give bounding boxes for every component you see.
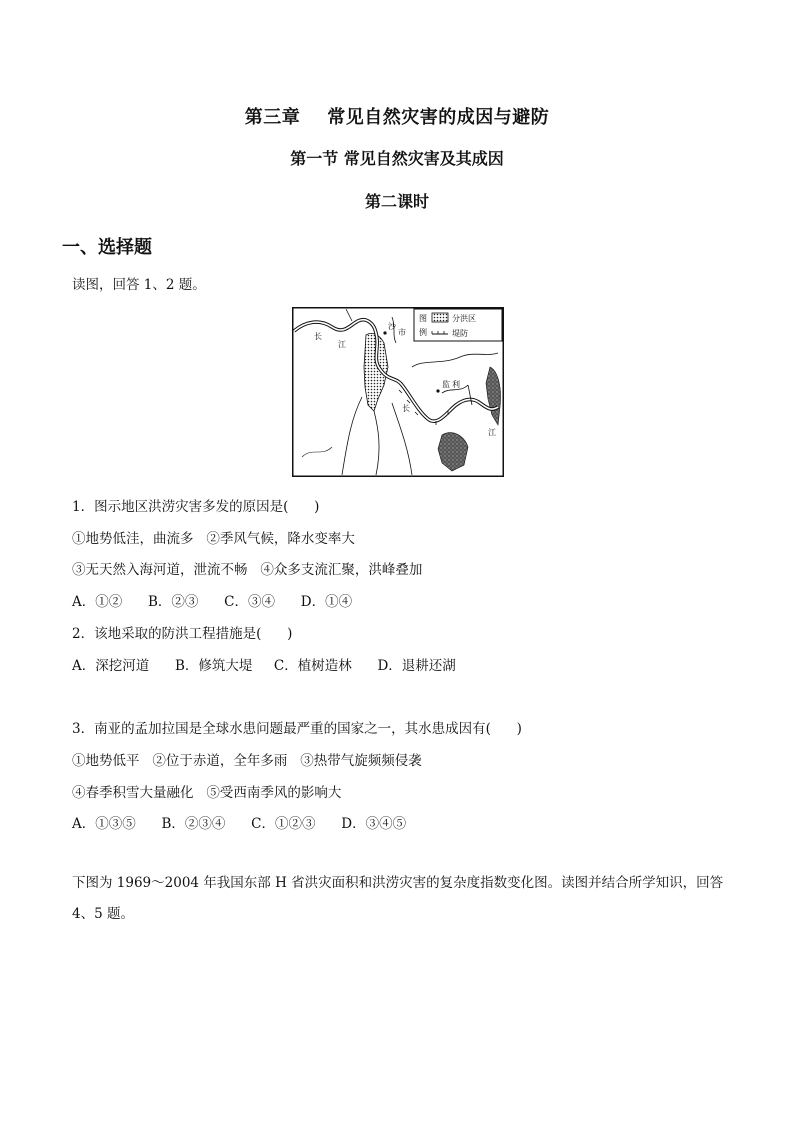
question-1-choices: A．①② B．②③ C．③④ D．①④ (72, 594, 353, 610)
question-2-choices: A．深挖河道 B．修筑大堤 C．植树造林 D．退耕还湖 (72, 658, 456, 674)
label-chang-1: 长 (314, 332, 322, 341)
part-heading: 一、选择题 (62, 237, 152, 258)
closing-paragraph: 下图为 1969～2004 年我国东部 H 省洪灾面积和洪涝灾害的复杂度指数变化图。读图并结合所学知识，回答 4、5 题。 (72, 875, 724, 922)
label-jian: 监 (442, 380, 450, 389)
legend-title-a: 图 (419, 314, 427, 323)
question-1-option-line-1: ①地势低洼，曲流多 ②季风气候，降水变率大 (72, 531, 355, 547)
question-2-stem: 2．该地采取的防洪工程措施是( ) (72, 626, 293, 642)
legend-flood-swatch (432, 313, 448, 322)
intro-text: 读图，回答 1、2 题。 (72, 277, 206, 293)
legend-flood-label: 分洪区 (452, 314, 476, 323)
legend-levee-label: 堤防 (452, 329, 468, 338)
city-dot-shashi (383, 331, 386, 334)
question-1-option-line-2: ③无天然入海河道，泄流不畅 ④众多支流汇聚，洪峰叠加 (72, 562, 423, 578)
label-shi: 市 (398, 328, 406, 337)
lesson-title: 第二课时 (364, 192, 429, 211)
question-3-choices: A．①③⑤ B．②③④ C．①②③ D．③④⑤ (72, 816, 407, 832)
question-1-stem: 1．图示地区洪涝灾害多发的原因是( ) (72, 499, 320, 515)
chapter-title: 第三章 常见自然灾害的成因与避防 (244, 107, 550, 128)
question-3-option-line-2: ④春季积雪大量融化 ⑤受西南季风的影响大 (72, 785, 342, 801)
label-sha: 沙 (388, 322, 396, 331)
label-jiang-1: 江 (338, 340, 346, 349)
section-title: 第一节 常见自然灾害及其成因 (290, 149, 504, 168)
flood-map-figure (292, 307, 504, 477)
label-jiang-2: 江 (488, 428, 496, 437)
question-3-stem: 3．南亚的孟加拉国是全球水患问题最严重的国家之一，其水患成因有( ) (72, 721, 522, 737)
legend-title-b: 例 (419, 328, 427, 337)
city-dot-jianli (436, 389, 439, 392)
label-chang-2: 长 (402, 404, 410, 413)
question-3-option-line-1: ①地势低平 ②位于赤道，全年多雨 ③热带气旋频频侵袭 (72, 753, 422, 769)
label-li: 利 (452, 380, 460, 389)
